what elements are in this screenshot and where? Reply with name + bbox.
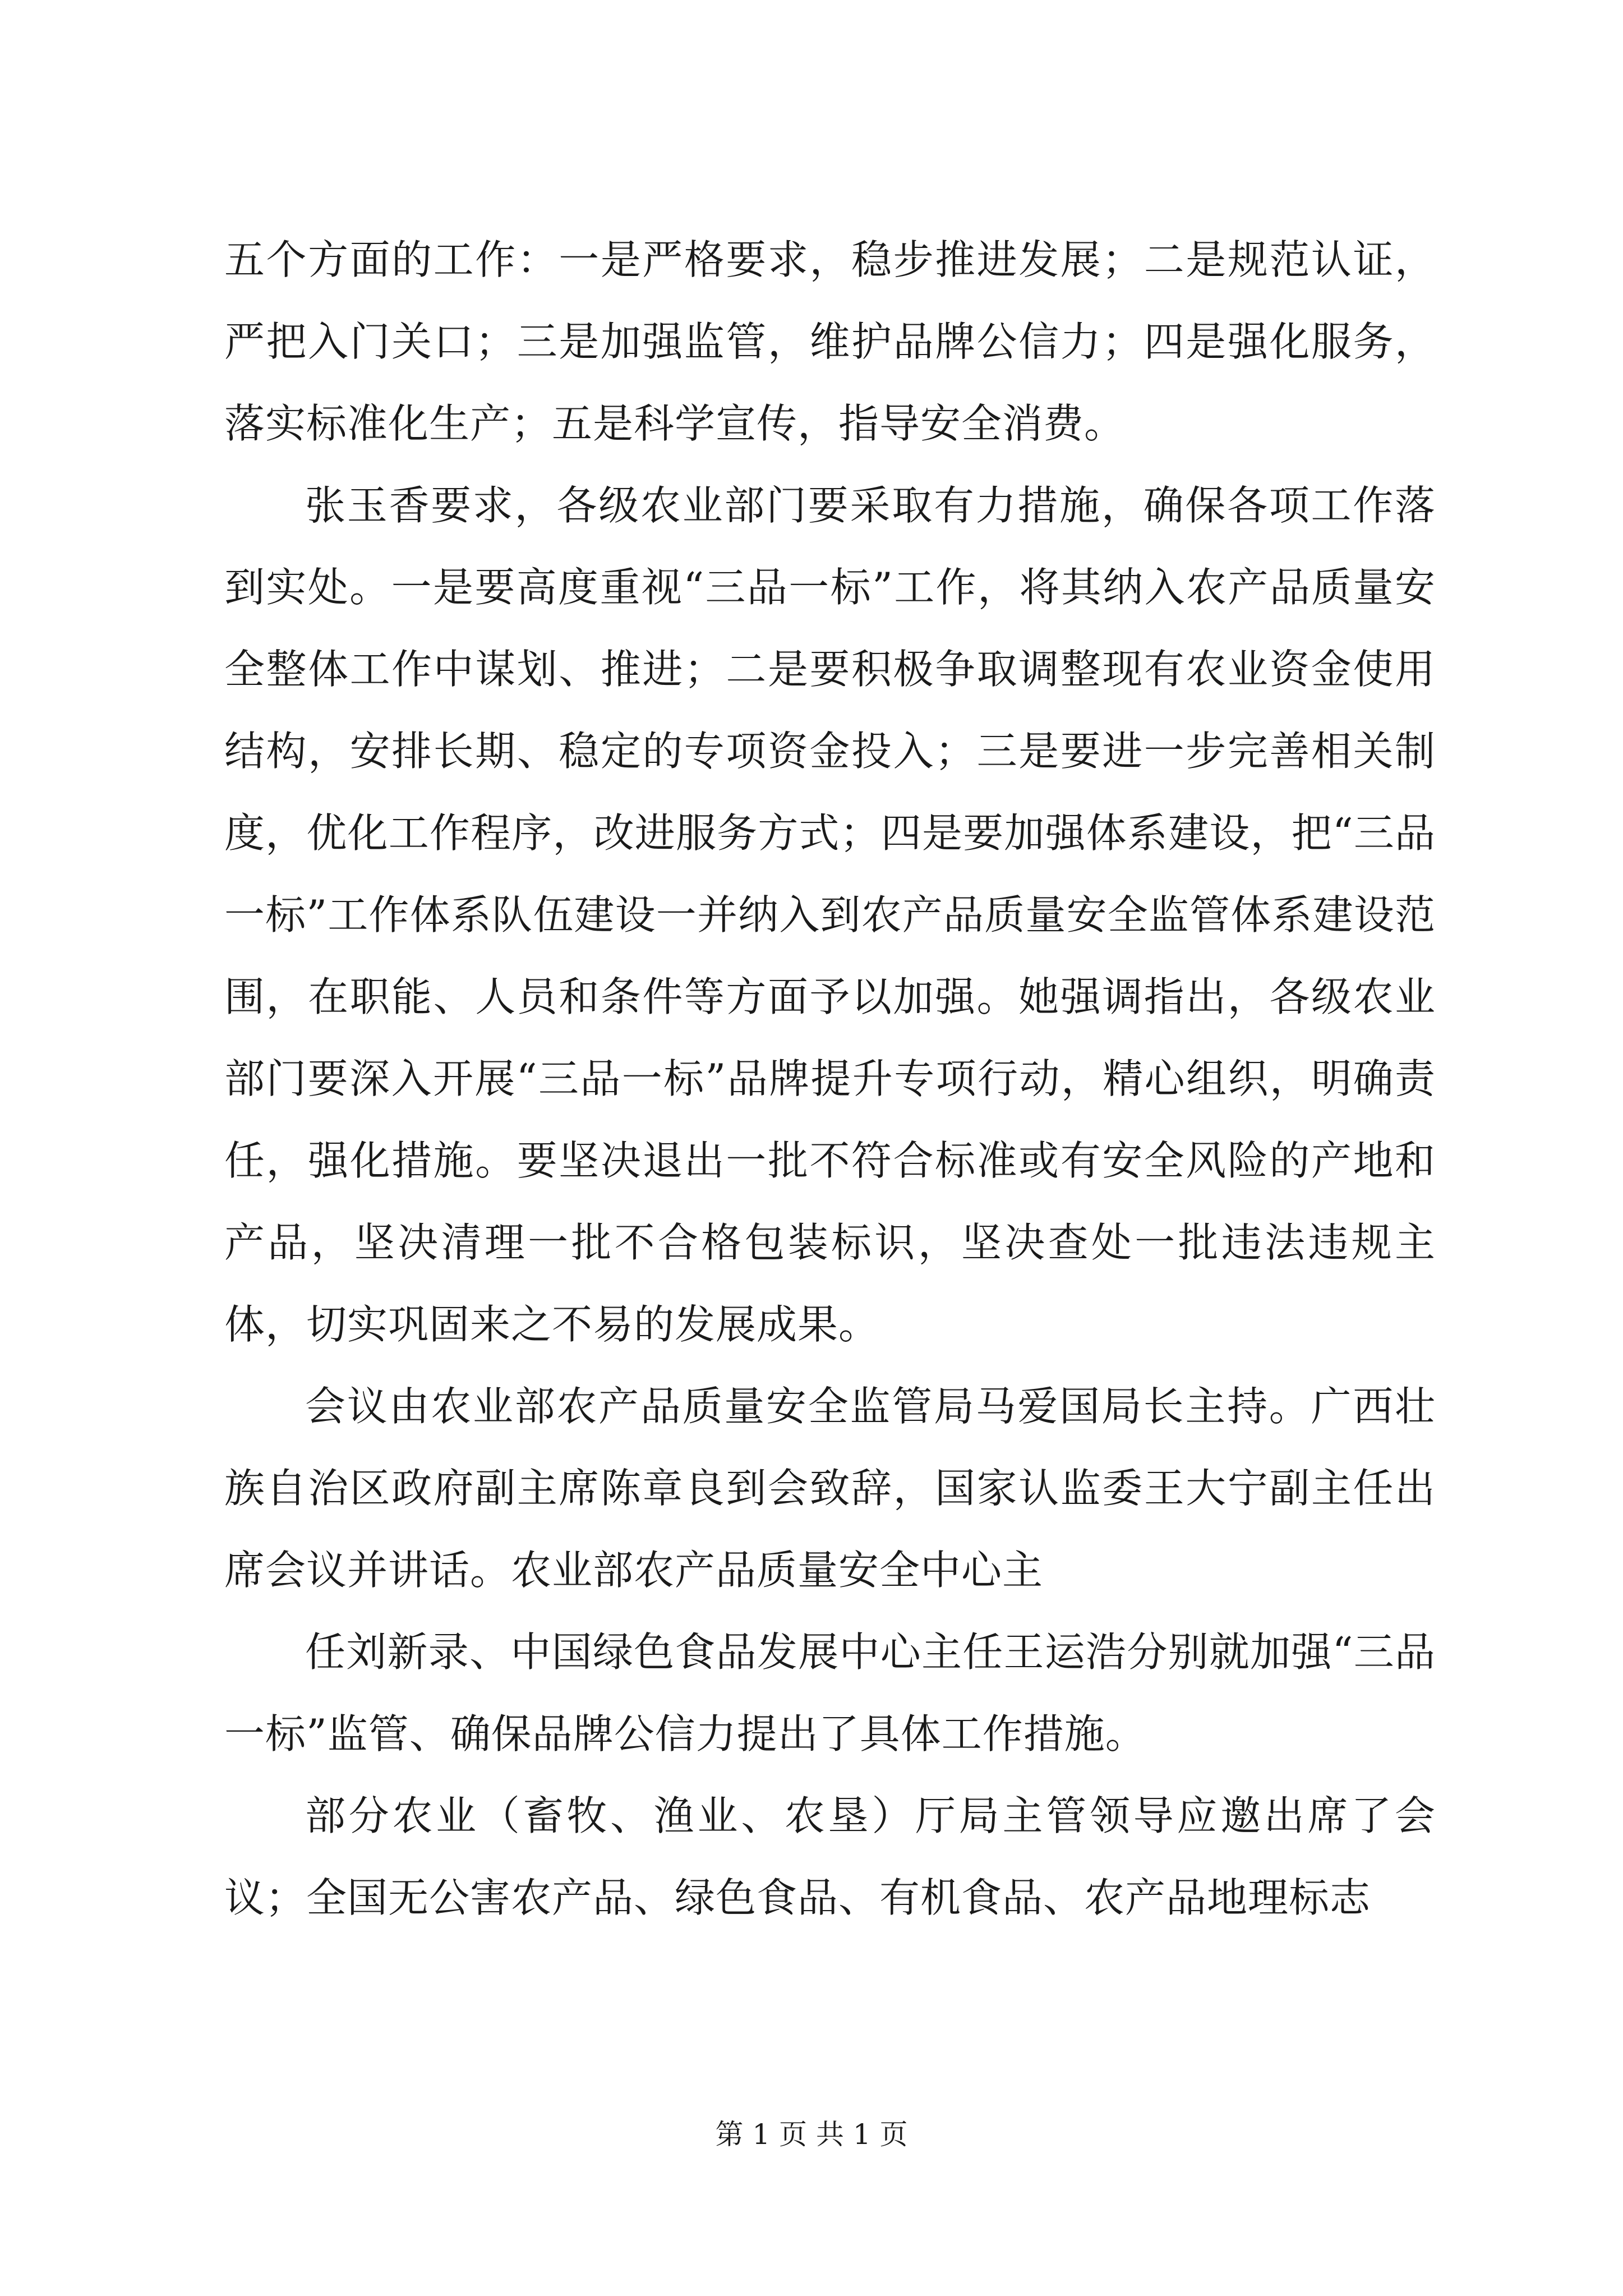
- paragraph-4: 任刘新录、中国绿色食品发展中心主任王运浩分别就加强“三品一标”监管、确保品牌公信力提出了具体工作措施。: [224, 1628, 1436, 1757]
- paragraph-2: 张玉香要求，各级农业部门要采取有力措施，确保各项工作落到实处。一是要高度重视“三品一标”工作，将其纳入农产品质量安全整体工作中谋划、推进；二是要积极争取调整现有农业资金使用结构，安排长期、稳定的专项资金投入；三是要进一步完善相关制度，优化工作程序，改进服务方式；四是要加强体系建设，把“三品一标”工作体系队伍建设一并纳入到农产品质量安全监管体系建设范围，在职能、人员和条件等方面予以加强。她强调指出，各级农业部门要深入开展“三品一标”品牌提升专项行动，精心组织，明确责任，强化措施。要坚决退出一批不符合标准或有安全风险的产地和产品，坚决清理一批不合格包装标识，坚决查处一批违法违规主体，切实巩固来之不易的发展成果。: [224, 482, 1436, 1348]
- paragraph-3: 会议由农业部农产品质量安全监管局马爱国局长主持。广西壮族自治区政府副主席陈章良到会致辞，国家认监委王大宁副主任出席会议并讲话。农业部农产品质量安全中心主: [224, 1383, 1436, 1594]
- paragraph-1: 五个方面的工作：一是严格要求，稳步推进发展；二是规范认证，严把入门关口；三是加强监管，维护品牌公信力；四是强化服务，落实标准化生产；五是科学宣传，指导安全消费。: [224, 236, 1436, 447]
- paragraph-5: 部分农业（畜牧、渔业、农垦）厅局主管领导应邀出席了会议；全国无公害农产品、绿色食品、有机食品、农产品地理标志: [224, 1792, 1436, 1921]
- page-footer: 第 1 页 共 1 页: [715, 2118, 908, 2151]
- document-body: [224, 219, 1436, 1939]
